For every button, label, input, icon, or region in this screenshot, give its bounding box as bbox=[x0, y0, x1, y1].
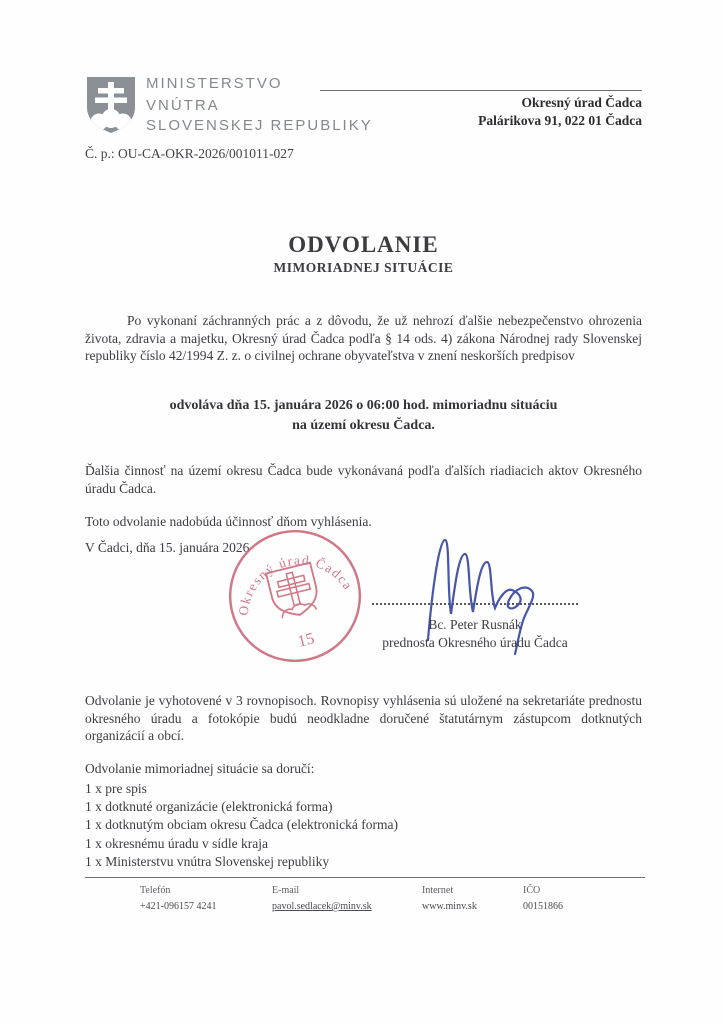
distribution-heading: Odvolanie mimoriadnej situácie sa doručí: bbox=[85, 761, 315, 776]
office-address: Palárikova 91, 022 01 Čadca bbox=[478, 113, 642, 128]
intro-paragraph: Po vykonaní záchranných prác a z dôvodu, že už nehrozí ďalšie nebezpečenstvo ohrozenia života, zdravia a majetku, Okresný úrad Čadca podľa § 14 ods. 4) zákona Národnej rady Slovenskej republiky číslo 42/1994 Z. z. o civilnej ochrane obyvateľstva v znení neskorších predpisov bbox=[85, 313, 642, 363]
signatory-role: prednosta Okresného úradu Čadca bbox=[382, 635, 568, 650]
distribution-item: 1 x Ministerstvu vnútra Slovenskej republiky bbox=[85, 853, 330, 869]
footer-internet-label: Internet bbox=[422, 885, 454, 896]
office-name: Okresný úrad Čadca bbox=[521, 95, 642, 110]
document-title: ODVOLANIE bbox=[288, 232, 439, 257]
footer-phone-label: Telefón bbox=[140, 885, 171, 896]
svg-text:Okresný úrad Čadca bbox=[224, 539, 357, 619]
distribution-item: 1 x pre spis bbox=[85, 781, 147, 796]
declaration-line-2: na území okresu Čadca. bbox=[292, 418, 435, 433]
distribution-list bbox=[85, 780, 398, 871]
effect-paragraph: Toto odvolanie nadobúda účinnosť dňom vyhlásenia. bbox=[85, 514, 372, 529]
distribution-item: 1 x dotknuté organizácie (elektronická forma) bbox=[85, 799, 333, 815]
footer-col-phone bbox=[140, 883, 216, 915]
ministry-wordmark bbox=[146, 74, 406, 136]
signatory-name: Bc. Peter Rusnák bbox=[428, 617, 522, 632]
footer-email-link[interactable]: pavol.sedlacek@minv.sk bbox=[272, 901, 372, 912]
ministry-line-1: MINISTERSTVO bbox=[146, 75, 283, 92]
distribution-item: 1 x okresnému úradu v sídle kraja bbox=[85, 835, 268, 851]
footer-col-ico bbox=[523, 883, 563, 915]
footer-ico-label: IČO bbox=[523, 885, 541, 896]
footer-col-email bbox=[272, 883, 372, 915]
place-date: V Čadci, dňa 15. januára 2026 bbox=[85, 540, 250, 555]
stamp-ring-text: Okresný úrad Čadca bbox=[235, 552, 357, 617]
followup-paragraph: Ďalšia činnosť na území okresu Čadca bude vykonávaná podľa ďalších riadiacich aktov Okresného úradu Čadca. bbox=[85, 463, 642, 496]
slovak-coat-of-arms-icon bbox=[85, 75, 137, 135]
distribution-item: 1 x dotknutým obciam okresu Čadca (elektronická forma) bbox=[85, 817, 399, 833]
stamp-number: 15 bbox=[295, 628, 317, 651]
footer-col-internet bbox=[422, 883, 477, 915]
footer-phone-value: +421-096157 4241 bbox=[140, 901, 217, 912]
copies-paragraph: Odvolanie je vyhotovené v 3 rovnopisoch. Rovnopisy vyhlásenia sú uložené na sekretariáte prednostu okresného úradu a fotokópie budú neodkladne doručené štatutárnym zástupcom dotknutých organizácií a obcí. bbox=[85, 693, 642, 743]
document-subtitle: MIMORIADNEJ SITUÁCIE bbox=[273, 260, 454, 275]
reference-number: Č. p.: OU-CA-OKR-2026/001011-027 bbox=[85, 146, 294, 161]
office-block bbox=[392, 94, 642, 130]
footer-rule bbox=[85, 877, 645, 878]
ministry-line-3: SLOVENSKEJ REPUBLIKY bbox=[146, 117, 373, 134]
footer-internet-value: www.minv.sk bbox=[422, 901, 477, 912]
header-rule bbox=[320, 90, 642, 91]
footer-email-label: E-mail bbox=[272, 885, 300, 896]
official-stamp-icon bbox=[223, 524, 367, 668]
ministry-line-2: VNÚTRA bbox=[146, 97, 220, 114]
declaration-line-1: odvoláva dňa 15. januára 2026 o 06:00 hod. mimoriadnu situáciu bbox=[169, 398, 558, 413]
footer-ico-value: 00151866 bbox=[523, 901, 563, 912]
declaration bbox=[85, 396, 642, 436]
